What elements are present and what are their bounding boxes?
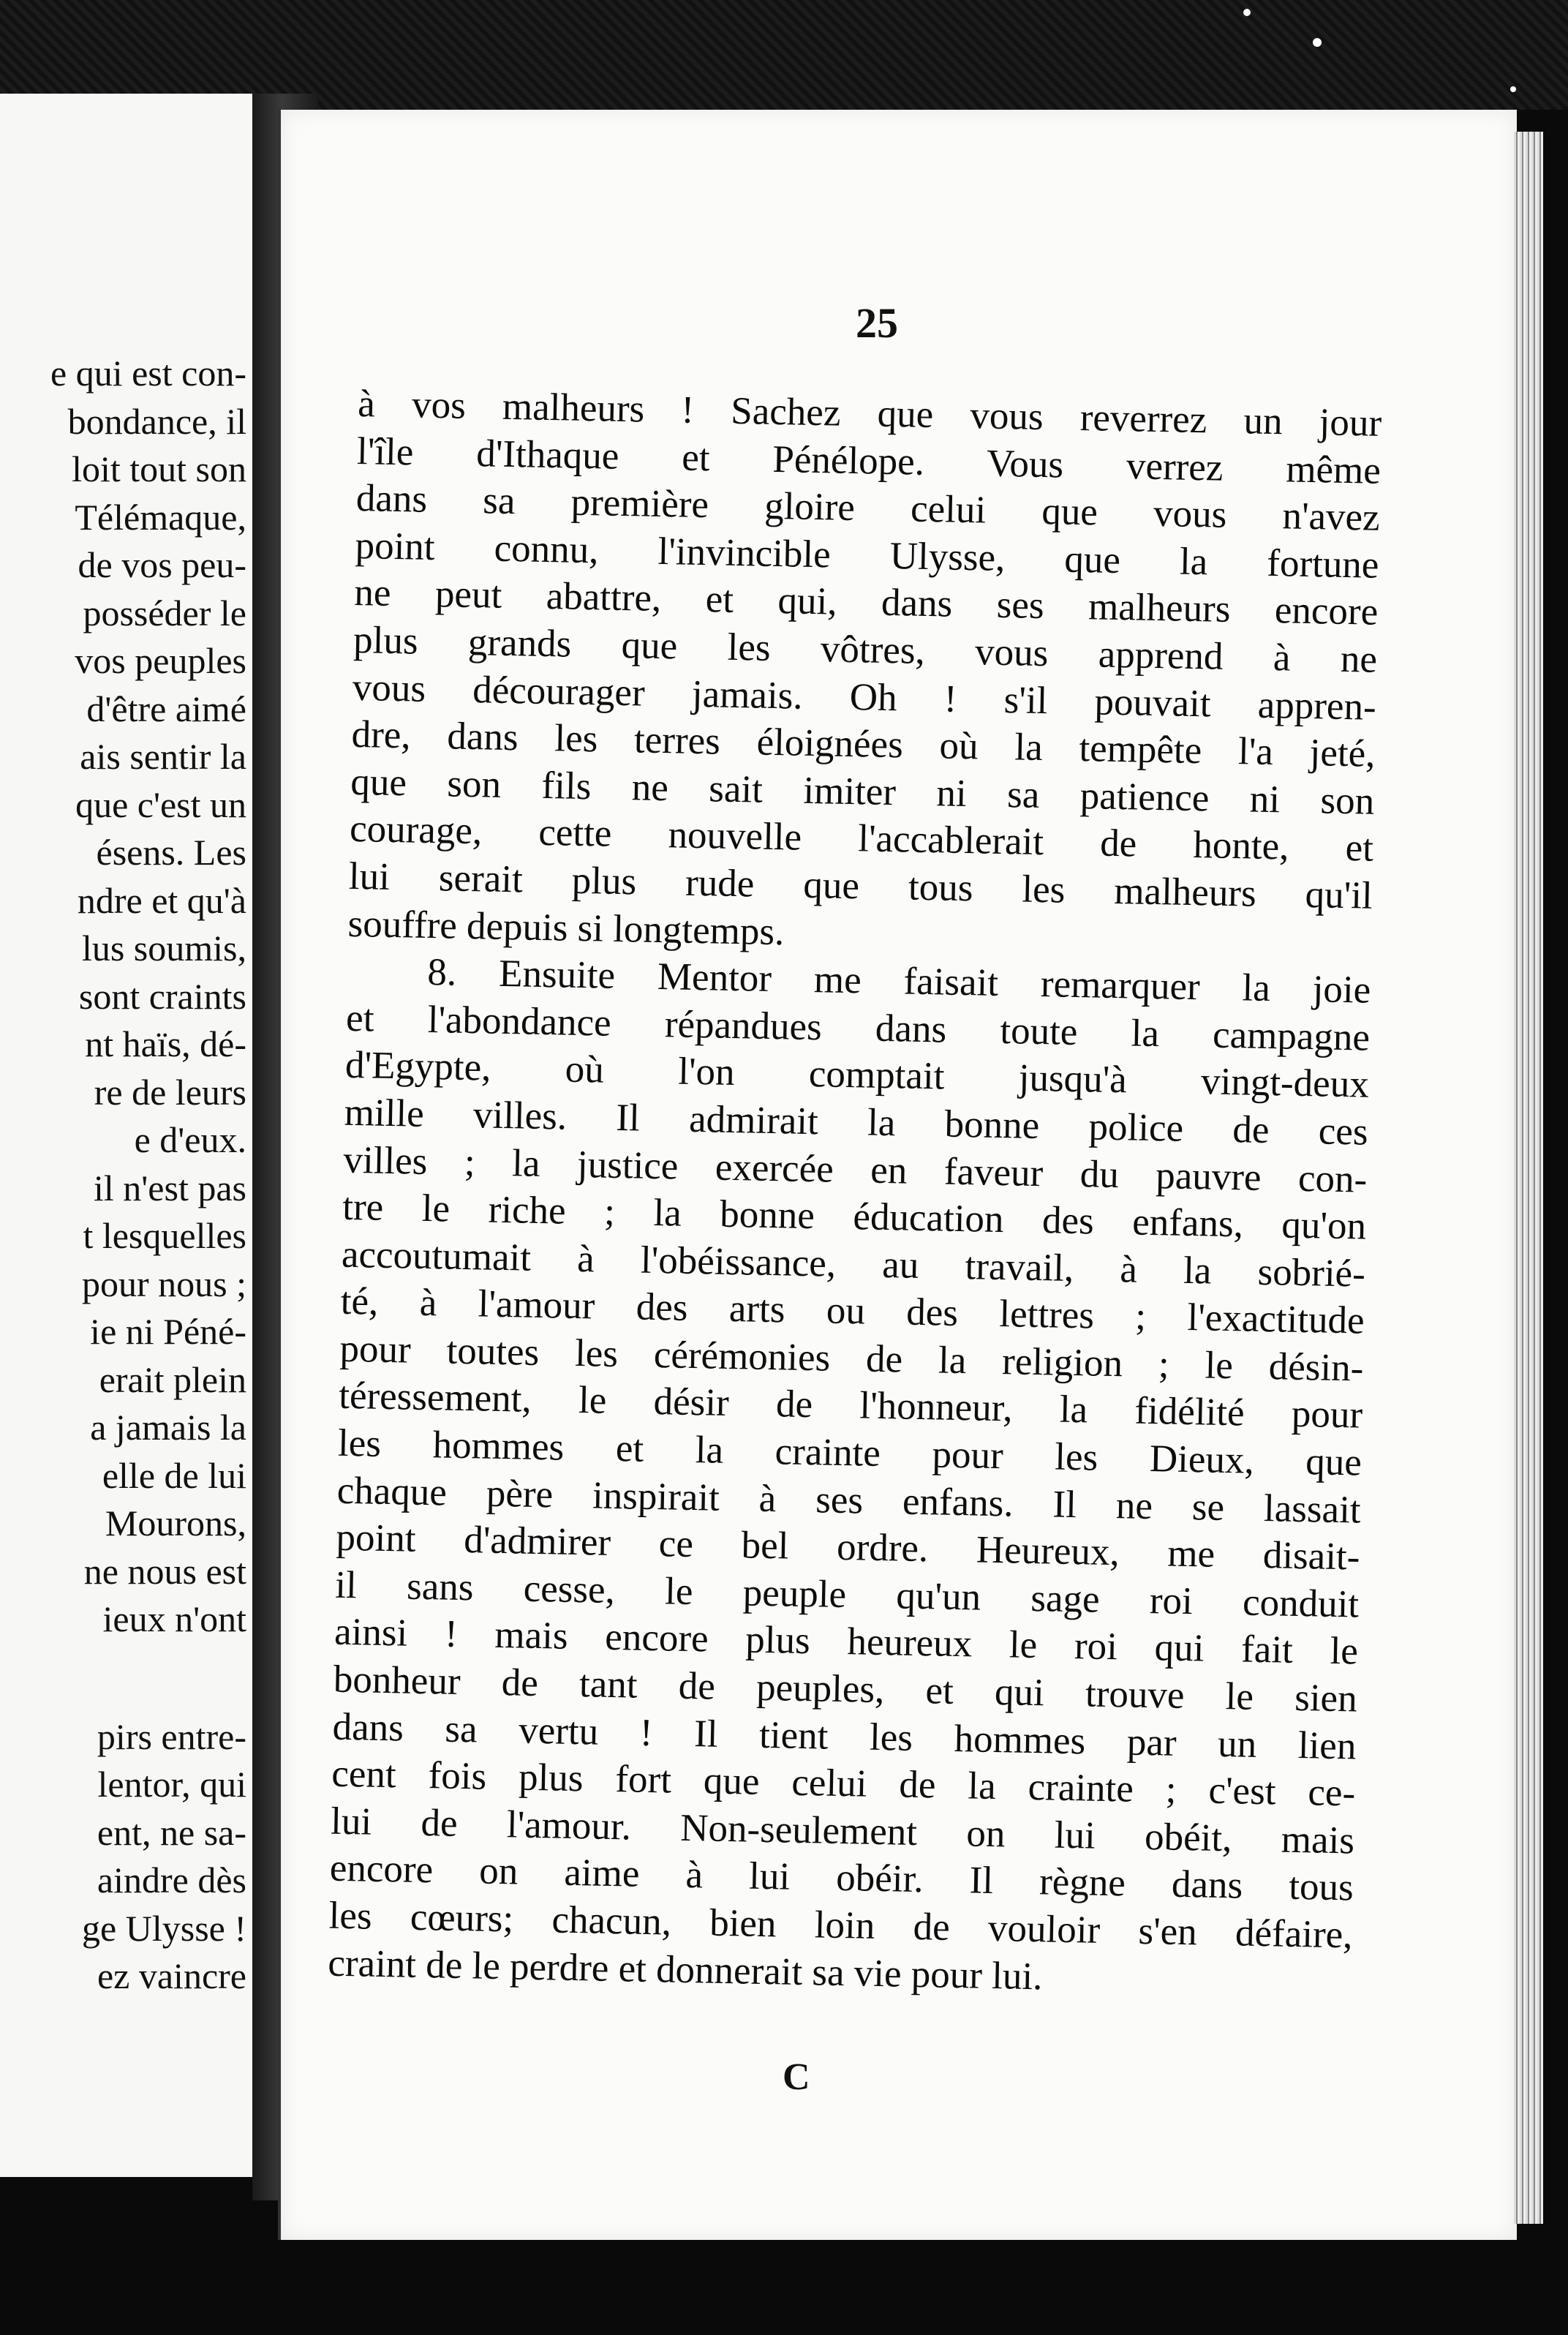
text-line: té, à l'amour des arts ou des lettres ; l'exactitude [340, 1280, 1365, 1342]
text-line: ainsi ! mais encore plus heureux le roi qui fait le [333, 1611, 1359, 1673]
text-line: il sans cesse, le peuple qu'un sage roi conduit [334, 1563, 1360, 1626]
text-line: tre le riche ; la bonne éducation des enfans, qu'on [342, 1185, 1367, 1248]
text-line: villes ; la justice exercée en faveur du pauvre con- [342, 1138, 1368, 1201]
left-line: bondance, il [67, 400, 246, 442]
text-line: ne peut abattre, et qui, dans ses malheurs encore [353, 571, 1379, 634]
left-line: d'être aimé [86, 688, 246, 729]
text-line: pour toutes les cérémonies de la religion ; le désin- [339, 1327, 1364, 1390]
text-line: plus grands que les vôtres, vous apprend à ne [353, 618, 1378, 681]
text-line: à vos malheurs ! Sachez que vous reverrez un jour [357, 382, 1382, 445]
text-line: et l'abondance répandues dans toute la campagne [345, 996, 1371, 1059]
text-line: lui serait plus rude que tous les malheurs qu'il [348, 854, 1373, 917]
left-page [0, 94, 257, 2177]
left-line: ne nous est [83, 1550, 246, 1592]
left-line: posséder le [83, 592, 246, 633]
left-line: aindre dès [97, 1860, 246, 1900]
left-line: lentor, qui [97, 1764, 246, 1805]
left-line: nt haïs, dé- [85, 1023, 246, 1064]
left-line: Mourons, [105, 1503, 246, 1543]
paragraph-start-line: 8. Ensuite Mentor me faisait remarquer la joie [426, 951, 1371, 1012]
left-line: re de leurs [94, 1071, 246, 1113]
left-line: ge Ulysse ! [82, 1907, 246, 1949]
right-page-text [328, 380, 1382, 2007]
text-line: lui de l'amour. Non-seulement on lui obéit, mais [330, 1800, 1355, 1862]
speck [1313, 38, 1322, 47]
left-line: ent, ne sa- [97, 1811, 246, 1853]
text-line: dans sa première gloire celui que vous n'avez [355, 477, 1381, 540]
text-line: d'Egypte, où l'on comptait jusqu'à vingt-deux [344, 1044, 1370, 1107]
left-line: ais sentir la [80, 736, 246, 777]
left-line: lus soumis, [81, 928, 246, 969]
paragraph-gap [0, 1644, 246, 1713]
left-line: ésens. Les [96, 832, 246, 873]
text-line: encore on aime à lui obéir. Il règne dans tous [329, 1847, 1354, 1909]
left-line: elle de lui [102, 1454, 246, 1496]
text-line: bonheur de tant de peuples, et qui trouve le sien [333, 1658, 1358, 1721]
text-line: cent fois plus fort que celui de la crainte ; c'est ce- [331, 1752, 1356, 1815]
left-line: ieux n'ont [102, 1598, 246, 1639]
text-line: point d'admirer ce bel ordre. Heureux, me disait- [336, 1516, 1360, 1579]
left-line: Télémaque, [75, 496, 246, 538]
text-line: téressement, le désir de l'honneur, la fidélité pour [338, 1375, 1363, 1437]
speck [1243, 9, 1251, 16]
page-edge [1514, 132, 1543, 2224]
text-line: souffre depuis si longtemps. [347, 902, 785, 953]
text-line: que son fils ne sait imiter ni sa patience ni son [350, 760, 1375, 823]
text-line: courage, cette nouvelle l'accablerait de honte, et [349, 808, 1374, 871]
text-line: les cœurs; chacun, bien loin de vouloir s'en défaire, [328, 1894, 1354, 1957]
text-line: vous décourager jamais. Oh ! s'il pouvait appren- [352, 666, 1377, 729]
left-line: que c'est un [75, 783, 246, 825]
left-line: pirs entre- [97, 1715, 246, 1757]
left-line: sont craints [78, 975, 246, 1017]
text-line: mille villes. Il admirait la bonne police de ces [344, 1091, 1369, 1154]
left-line: loit tout son [72, 448, 246, 489]
left-line: vos peuples [75, 640, 246, 681]
text-line: craint de le perdre et donnerait sa vie pour lui. [327, 1941, 1044, 1998]
left-line: erait plein [99, 1358, 246, 1400]
left-line: il n'est pas [94, 1167, 246, 1208]
left-line: e qui est con- [50, 353, 246, 394]
text-line: point connu, l'invincible Ulysse, que la fortune [355, 524, 1379, 587]
text-line: dre, dans les terres éloignées où la tempête l'a jeté, [351, 713, 1376, 775]
text-line: chaque père inspirait à ses enfans. Il ne se lassait [336, 1469, 1362, 1532]
left-line: a jamais la [90, 1407, 246, 1448]
page-number: 25 [856, 299, 898, 347]
left-line: pour nous ; [82, 1263, 246, 1304]
left-line: ndre et qu'à [77, 879, 246, 921]
text-line: accoutumait à l'obéissance, au travail, à la sobrié- [341, 1233, 1366, 1296]
speck [1510, 86, 1516, 92]
left-line: ez vaincre [97, 1955, 246, 1996]
text-line: l'île d'Ithaque et Pénélope. Vous verrez même [356, 429, 1382, 492]
left-line: e d'eux. [134, 1119, 246, 1160]
text-line: dans sa vertu ! Il tient les hommes par un lien [332, 1705, 1357, 1768]
left-line: de vos peu- [78, 544, 246, 585]
signature-mark: C [783, 2056, 810, 2098]
left-line: ie ni Péné- [90, 1311, 246, 1352]
left-line: t lesquelles [83, 1215, 246, 1256]
text-line: les hommes et la crainte pour les Dieux, que [337, 1421, 1362, 1484]
left-page-text [0, 350, 246, 2001]
